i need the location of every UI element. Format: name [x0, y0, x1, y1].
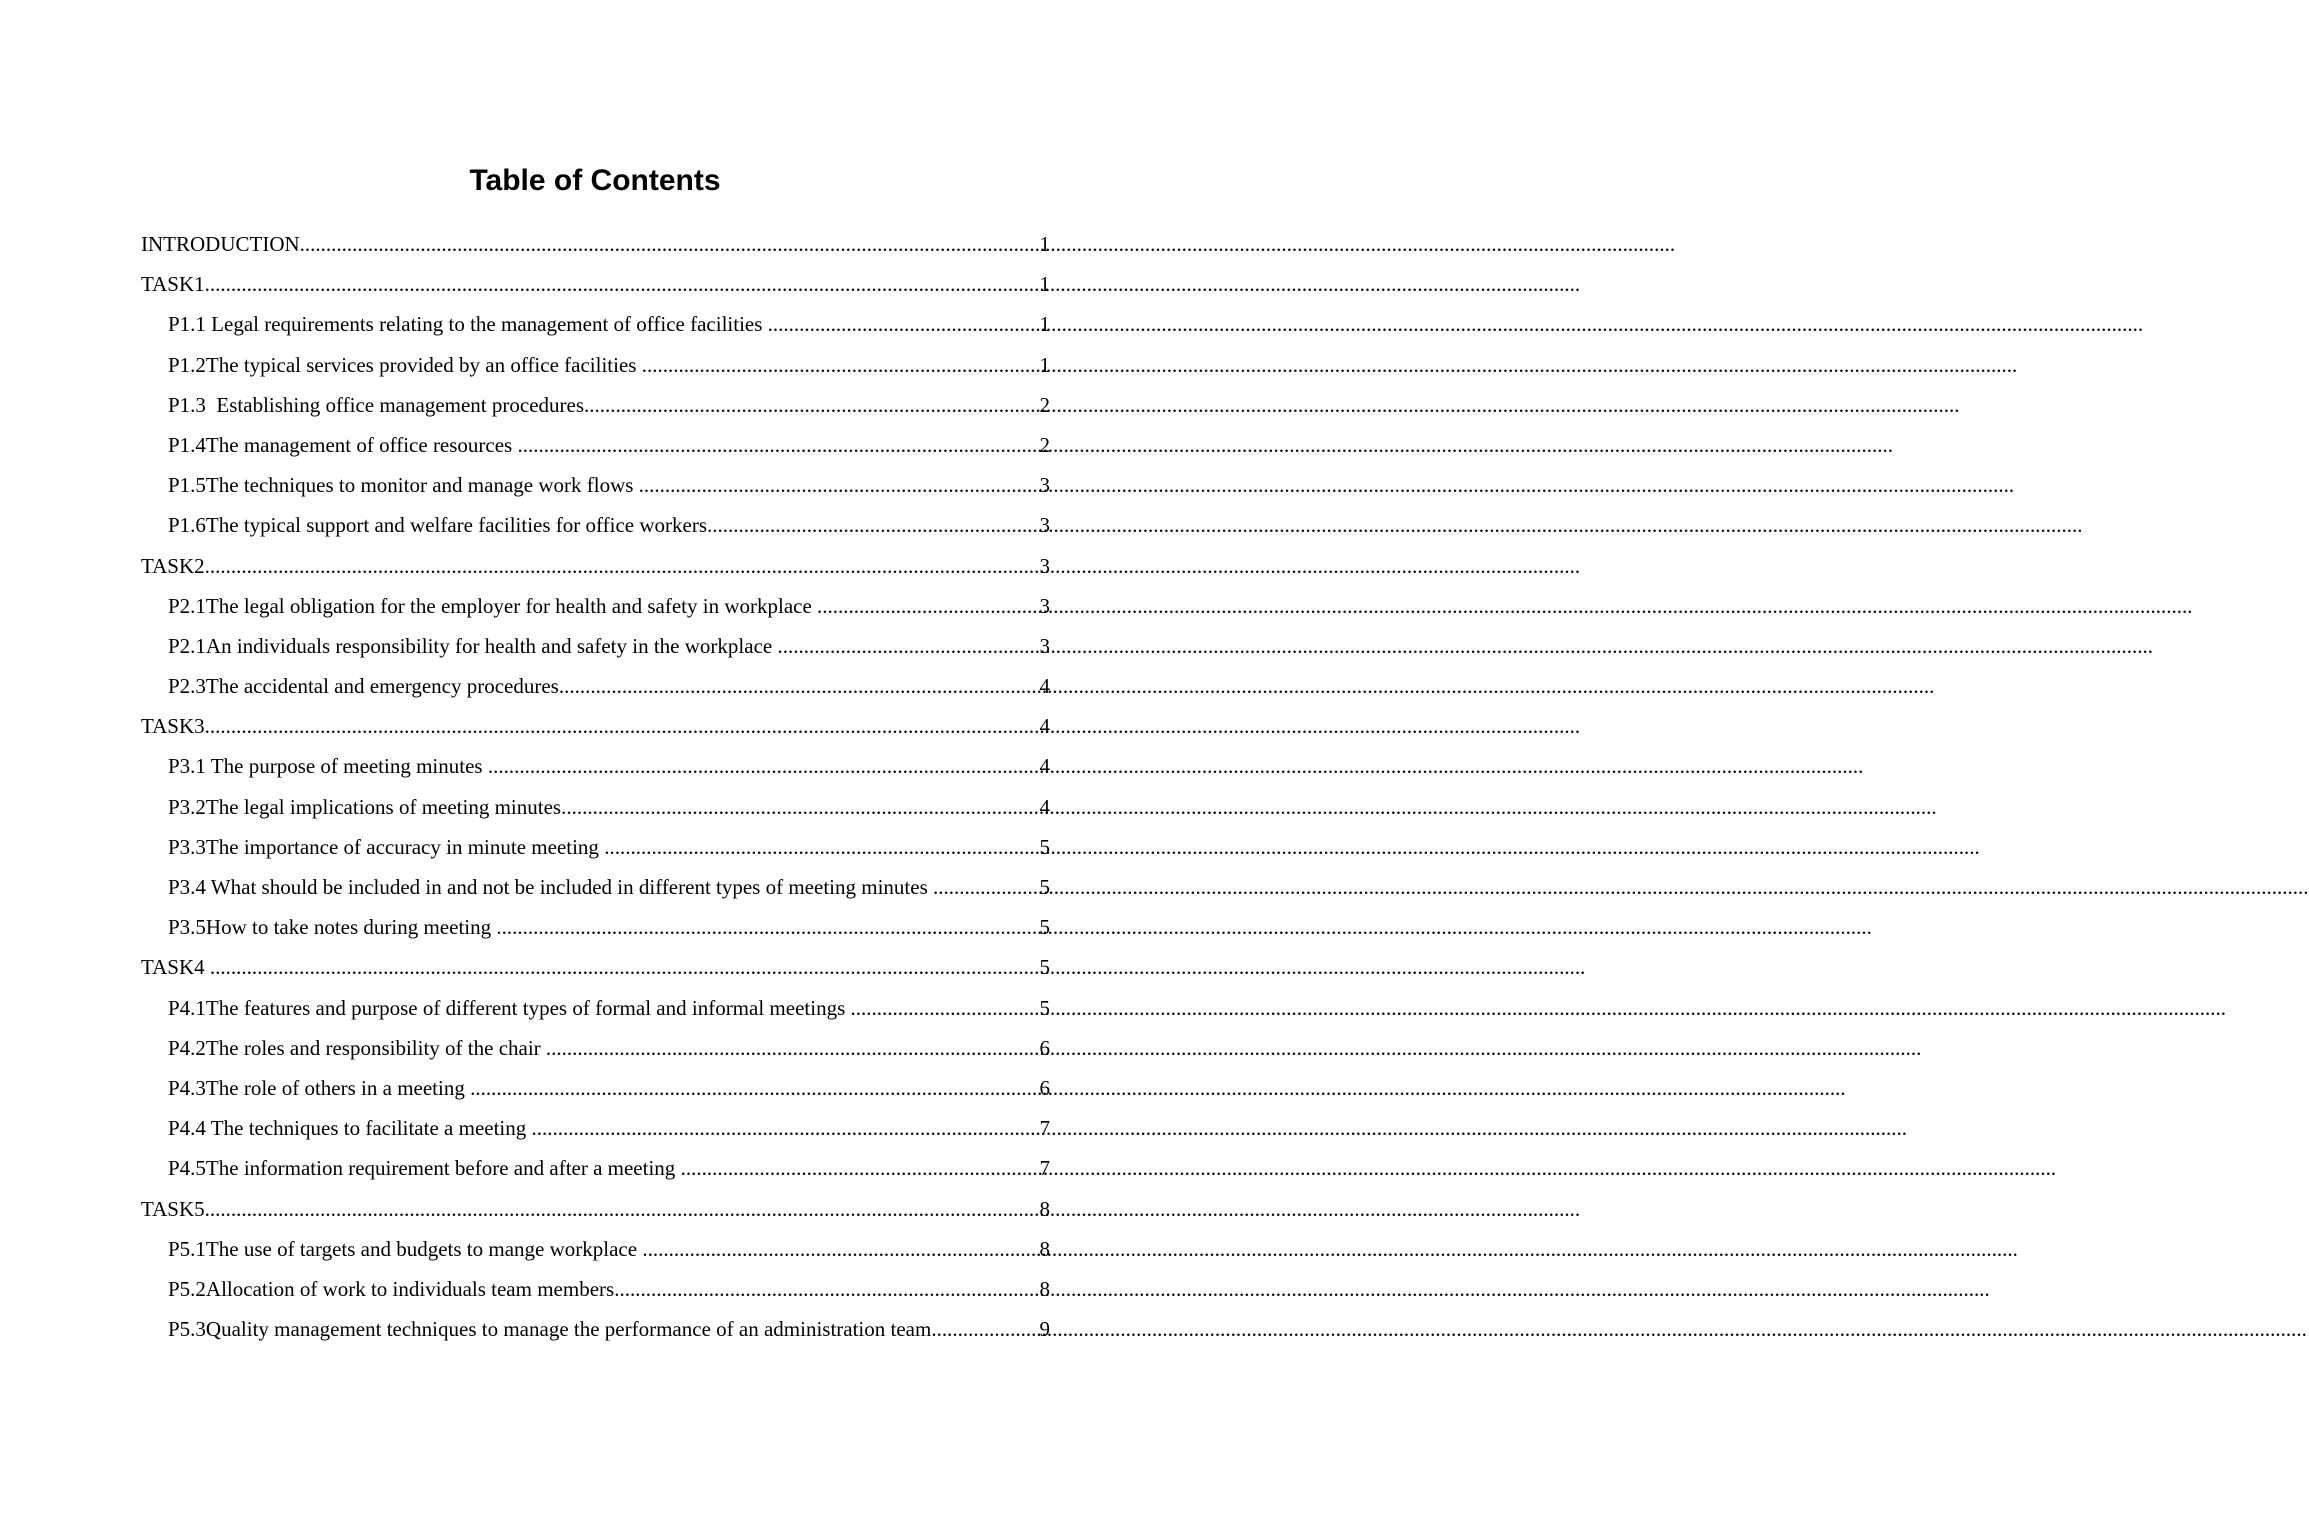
toc-page-number: 1 — [1039, 272, 1050, 297]
toc-page-number: 8 — [1039, 1236, 1050, 1261]
toc-dot-leader — [488, 746, 1039, 786]
toc-entry-p1-2[interactable] — [141, 345, 1050, 385]
toc-entry-text: P1.4The management of office resources — [168, 432, 518, 457]
toc-dot-leader — [205, 706, 1039, 746]
toc-page-number: 4 — [1039, 674, 1050, 699]
toc-entry-p5-2[interactable] — [141, 1269, 1050, 1309]
toc-entry-text: P4.1The features and purpose of different types of formal and informal meetings — [168, 995, 851, 1020]
toc-entry-p2-3[interactable] — [141, 666, 1050, 706]
toc-page-number: 6 — [1039, 1075, 1050, 1100]
toc-entry-p4-1[interactable] — [141, 988, 1050, 1028]
toc-page-number: 7 — [1039, 1156, 1050, 1181]
toc-entry-task2[interactable] — [141, 546, 1050, 586]
toc-dot-leader — [614, 1269, 1038, 1309]
toc-dot-leader — [681, 1148, 1039, 1188]
toc-entry-text: P2.1An individuals responsibility for health and safety in the workplace — [168, 633, 778, 658]
toc-dot-leader — [584, 385, 1038, 425]
toc-entry-text: P3.5How to take notes during meeting — [168, 915, 497, 940]
toc-entry-introduction[interactable] — [141, 224, 1050, 264]
toc-page-number: 3 — [1039, 553, 1050, 578]
toc-page-number: 5 — [1039, 875, 1050, 899]
toc-entry-p2-1b[interactable] — [141, 626, 1050, 666]
toc-entry-p3-3[interactable] — [141, 827, 1050, 867]
toc-entry-p1-1[interactable] — [141, 304, 1050, 344]
toc-dot-leader — [777, 626, 1038, 666]
toc-dot-leader — [517, 425, 1038, 465]
toc-entry-text: P5.1The use of targets and budgets to mange workplace — [168, 1236, 643, 1261]
toc-title: Table of Contents — [469, 164, 721, 197]
toc-dot-leader — [470, 1068, 1038, 1108]
toc-entry-p1-4[interactable] — [141, 425, 1050, 465]
toc-dot-leader — [604, 827, 1038, 867]
toc-entry-text: TASK3 — [141, 714, 205, 739]
toc-entry-text: TASK4 — [141, 955, 210, 980]
toc-entry-text: P5.3Quality management techniques to manage the performance of an administration team — [168, 1317, 932, 1342]
toc-entry-task4[interactable] — [141, 947, 1050, 987]
toc-dot-leader — [300, 224, 1039, 264]
toc-entry-text: P5.2Allocation of work to individuals team members — [168, 1276, 615, 1301]
toc-entry-text: P2.3The accidental and emergency procedures — [168, 674, 559, 699]
toc-page-number: 3 — [1039, 593, 1050, 618]
toc-page-number: 6 — [1039, 1035, 1050, 1060]
toc-entry-text: INTRODUCTION — [141, 232, 300, 256]
toc-page-number: 3 — [1039, 633, 1050, 658]
toc-entry-text: P4.2The roles and responsibility of the chair — [168, 1035, 546, 1060]
toc-page-number: 5 — [1039, 834, 1050, 859]
toc-page-number: 5 — [1039, 995, 1050, 1020]
toc-entry-text: P2.1The legal obligation for the employer for health and safety in workplace — [168, 593, 818, 618]
toc-entry-p4-3[interactable] — [141, 1068, 1050, 1108]
toc-entry-p3-4[interactable] — [141, 867, 1050, 907]
toc-dot-leader — [561, 787, 1038, 827]
toc-dot-leader — [496, 907, 1038, 947]
toc-page-number: 8 — [1039, 1276, 1050, 1301]
toc-dot-leader — [205, 264, 1039, 304]
toc-entry-text: P3.3The importance of accuracy in minute meeting — [168, 834, 605, 859]
toc-entry-text: P1.3 Establishing office management procedures — [168, 392, 585, 417]
toc-page-number: 3 — [1039, 473, 1050, 498]
toc-page-number: 5 — [1039, 915, 1050, 940]
toc-dot-leader — [532, 1108, 1039, 1148]
toc-page-number: 4 — [1039, 714, 1050, 739]
toc-entry-text: TASK1 — [141, 272, 205, 297]
toc-dot-leader — [768, 304, 1039, 344]
toc-dot-leader — [817, 586, 1038, 626]
toc-entry-text: P3.4 What should be included in and not be included in different types of meeting minutes — [168, 875, 933, 899]
toc-entry-p5-3[interactable] — [141, 1309, 1050, 1349]
toc-dot-leader — [642, 1229, 1038, 1269]
toc-page-number: 4 — [1039, 794, 1050, 819]
toc-entry-p3-1[interactable] — [141, 746, 1050, 786]
toc-dot-leader — [210, 947, 1039, 987]
toc-entry-text: P1.5The techniques to monitor and manage work flows — [168, 473, 639, 498]
toc-entry-p1-5[interactable] — [141, 465, 1050, 505]
toc-entry-task3[interactable] — [141, 706, 1050, 746]
toc-entry-p2-1[interactable] — [141, 586, 1050, 626]
toc-dot-leader — [707, 505, 1038, 545]
toc-entry-text: TASK2 — [141, 553, 205, 578]
toc-entry-p1-3[interactable] — [141, 385, 1050, 425]
toc-entry-p4-2[interactable] — [141, 1028, 1050, 1068]
toc-dot-leader — [851, 988, 1039, 1028]
toc-page-number: 2 — [1039, 432, 1050, 457]
toc-entry-text: P1.1 Legal requirements relating to the management of office facilities — [168, 312, 768, 337]
toc-entry-task5[interactable] — [141, 1189, 1050, 1229]
toc-page-number: 3 — [1039, 513, 1050, 538]
toc-entry-p3-2[interactable] — [141, 787, 1050, 827]
toc-dot-leader — [546, 1028, 1039, 1068]
toc-dot-leader — [931, 1309, 1038, 1349]
toc-dot-leader — [642, 345, 1039, 385]
toc-entry-p4-4[interactable] — [141, 1108, 1050, 1148]
toc-entry-text: P1.6The typical support and welfare facilities for office workers — [168, 513, 708, 538]
toc-page-number: 4 — [1039, 754, 1050, 779]
toc-page-number: 9 — [1039, 1317, 1050, 1342]
toc-entry-text: P3.1 The purpose of meeting minutes — [168, 754, 488, 779]
toc-dot-leader — [639, 465, 1039, 505]
toc-dot-leader — [205, 546, 1039, 586]
toc-page-number: 1 — [1039, 232, 1050, 256]
toc-entry-p5-1[interactable] — [141, 1229, 1050, 1269]
toc-dot-leader — [933, 867, 1039, 907]
toc-page-number: 8 — [1039, 1196, 1050, 1221]
toc-page-number: 1 — [1039, 312, 1050, 337]
toc-entry-task1[interactable] — [141, 264, 1050, 304]
toc-entry-text: P3.2The legal implications of meeting minutes — [168, 794, 562, 819]
toc-page-number: 1 — [1039, 352, 1050, 377]
toc-entry-text: P4.5The information requirement before and after a meeting — [168, 1156, 681, 1181]
toc-entry-text: P4.3The role of others in a meeting — [168, 1075, 471, 1100]
toc-entry-text: TASK5 — [141, 1196, 205, 1221]
toc-entry-p4-5[interactable] — [141, 1148, 1050, 1188]
toc-page-number: 5 — [1039, 955, 1050, 980]
toc-entry-p3-5[interactable] — [141, 907, 1050, 947]
toc-page-number: 2 — [1039, 392, 1050, 417]
toc-entry-text: P1.2The typical services provided by an office facilities — [168, 352, 642, 377]
toc-list — [141, 224, 1050, 1349]
toc-dot-leader — [205, 1189, 1039, 1229]
toc-entry-p1-6[interactable] — [141, 505, 1050, 545]
toc-page-number: 7 — [1039, 1116, 1050, 1141]
toc-entry-text: P4.4 The techniques to facilitate a meeting — [168, 1116, 532, 1141]
toc-dot-leader — [559, 666, 1039, 706]
